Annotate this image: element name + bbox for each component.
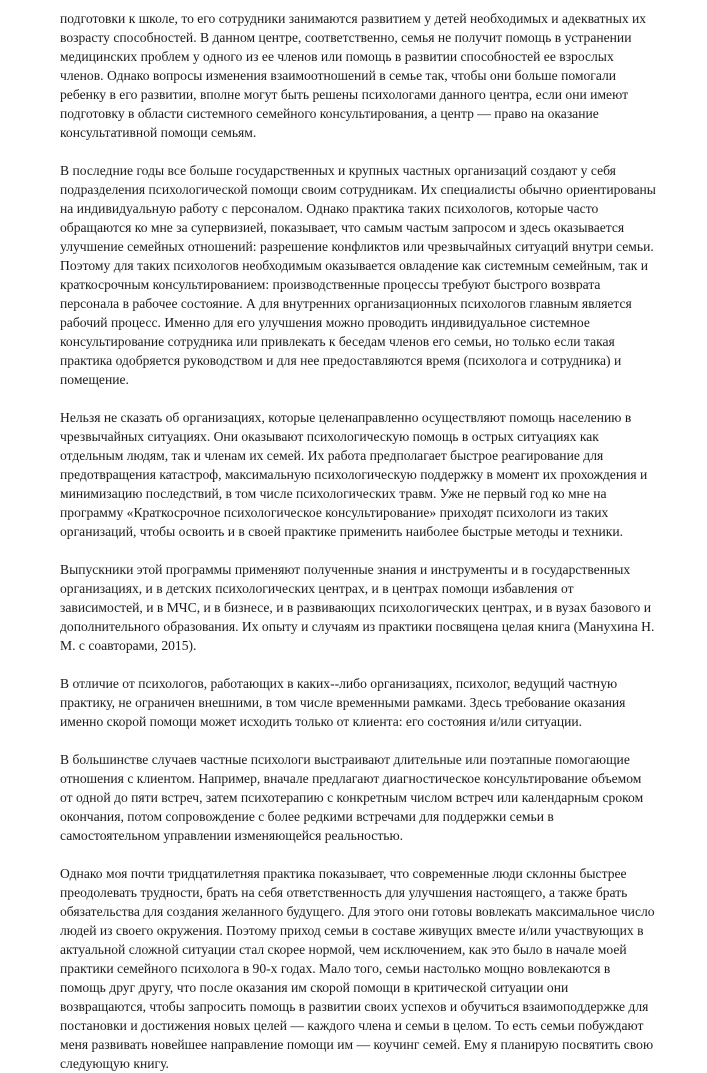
paragraph-family-coaching: Однако моя почти тридцатилетняя практика показывает, что современные люди склонны быстрее преодолевать трудности, брать на себя ответственность для улучшения настоящего, а также брать обязательства для создания желанного будущего. Для этого они готовы вовлекать максимальное число людей из своего окружения. Поэтому приход семьи в составе живущих вместе и/или участвующих в актуальной сложной ситуации стал скорее нормой, чем исключением, как это было в начале моей практики семейного психолога в 90-х годах. Мало того, семьи настолько мощно вовлекаются в помощь друг другу, что после оказания им скорой помощи в критической ситуации они возвращаются, чтобы запросить помощь в развитии своих успехов и обучиться взаимоподдержке для постановки и достижения новых целей — каждого члена и семьи в целом. То есть семьи побуждают меня развивать новейшее направление помощи им — коучинг семей. Ему я планирую посвятить свою следующую книгу. — [60, 866, 655, 1071]
document-page — [60, 9, 657, 1073]
paragraph-school-preparation-center: подготовки к школе, то его сотрудники занимаются развитием у детей необходимых и адекватных их возрасту способностей. В данном центре, соответственно, семья не получит помощь в устранении медицинских проблем у одного из ее членов или помощь в развитии способностей ее взрослых членов. Однако вопросы изменения взаимоотношений в семье так, чтобы они больше помогали ребенку в его развитии, вполне могут быть решены психологами данного центра, если они имеют подготовку в области системного семейного консультирования, а центр — право на оказание консультативной помощи семьям. — [60, 11, 647, 140]
paragraph-program-graduates: Выпускники этой программы применяют полученные знания и инструменты и в государственных организациях, и в детских психологических центрах, и в центрах помощи избавления от зависимостей, и в МЧС, и в бизнесе, и в развивающих психологических центрах, и в вузах базового и дополнительного образования. Их опыту и случаям из практики посвящена целая книга (Манухина Н. М. с соавторами, 2015). — [60, 562, 655, 653]
paragraph-emergency-organizations: Нельзя не сказать об организациях, которые целенаправленно осуществляют помощь населению в чрезвычайных ситуациях. Они оказывают психологическую помощь в острых ситуациях как отдельным людям, так и членам их семей. Их работа предполагает быстрое реагирование для предотвращения катастроф, максимальную психологическую поддержку в момент их прохождения и минимизацию последствий, в том числе психологических травм. Уже не первый год ко мне на программу «Краткосрочное психологическое консультирование» приходят психологи из таких организаций, чтобы освоить и в своей практике применить наиболее быстрые методы и техники. — [60, 410, 648, 539]
paragraph-private-practice: В отличие от психологов, работающих в каких--либо организациях, психолог, ведущий частную практику, не ограничен внешними, в том числе временными рамками. Здесь требование оказания именно скорой помощи может исходить только от клиента: его состояния и/или ситуации. — [60, 676, 626, 729]
paragraph-long-term-relationships: В большинстве случаев частные психологи выстраивают длительные или поэтапные помогающие отношения с клиентом. Например, вначале предлагают диагностическое консультирование объемом от одной до пяти встреч, затем психотерапию с конкретным числом встреч или календарным сроком окончания, потом сопровождение с более редкими встречами для поддержки семьи в самостоятельном управлении изменяющейся реальностью. — [60, 752, 644, 843]
paragraph-corporate-psychologists: В последние годы все больше государственных и крупных частных организаций создают у себя подразделения психологической помощи своим сотрудникам. Их специалисты обычно ориентированы на индивидуальную работу с персоналом. Однако практика таких психологов, которые часто обращаются ко мне за супервизией, показывает, что самым частым запросом и здесь оказывается улучшение семейных отношений: разрешение конфликтов или чрезвычайных ситуаций внутри семьи. Поэтому для таких психологов необходимым оказывается овладение как системным семейным, так и краткосрочным консультированием: производственные процессы требуют быстрого возврата персонала в рабочее состояние. А для внутренних организационных психологов главным является рабочий процесс. Именно для его улучшения можно проводить индивидуальное системное консультирование сотрудника или привлекать к беседам членов его семьи, но только если такая практика одобряется руководством и для нее предоставляются время (психолога и сотрудника) и помещение. — [60, 163, 656, 387]
